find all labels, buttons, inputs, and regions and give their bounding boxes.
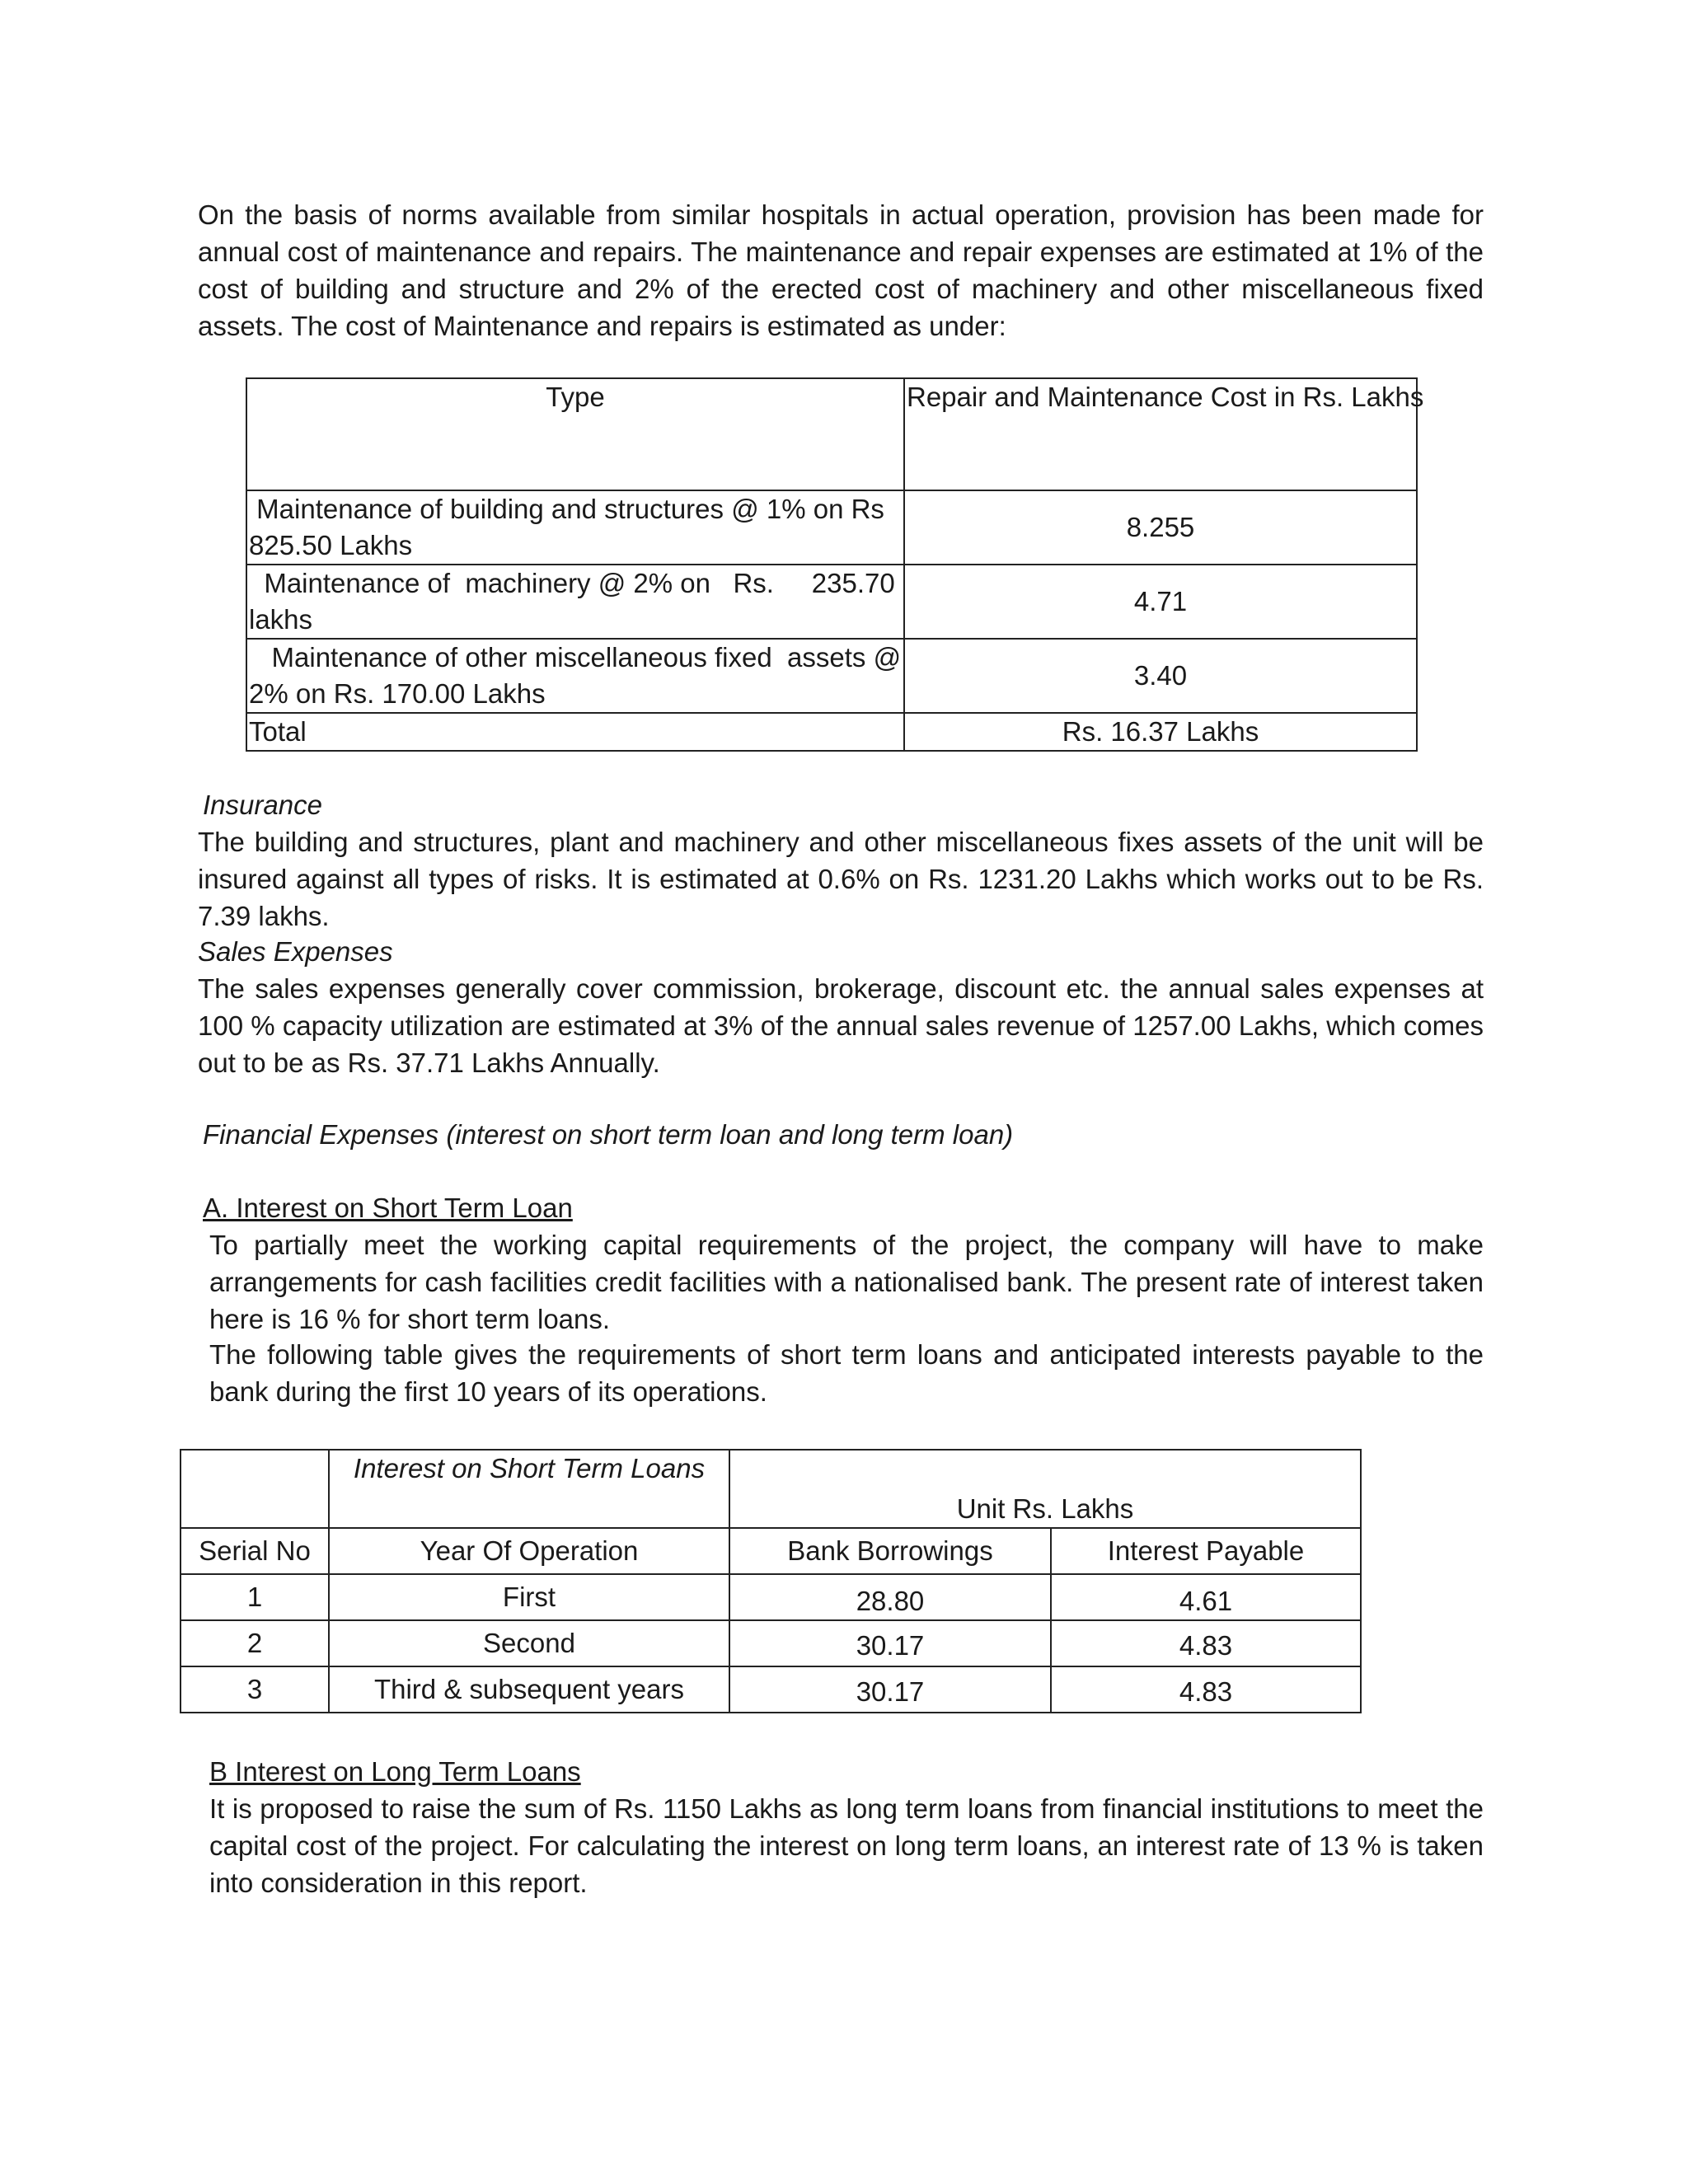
interest-cell: 4.83 — [1051, 1620, 1361, 1666]
long-term-heading: B Interest on Long Term Loans — [209, 1756, 581, 1787]
borrow-cell: 28.80 — [729, 1574, 1051, 1620]
year-cell: Third & subsequent years — [329, 1666, 729, 1713]
col-borrow-header: Bank Borrowings — [729, 1528, 1051, 1574]
row-cost: 4.71 — [904, 565, 1417, 639]
serial-cell: 2 — [181, 1620, 329, 1666]
table-row — [181, 1574, 1361, 1620]
financial-expenses-heading: Financial Expenses (interest on short term loan and long term loan) — [203, 1119, 1014, 1150]
table-row-total — [246, 713, 1417, 751]
empty-cell — [181, 1450, 329, 1528]
row-cost: 8.255 — [904, 490, 1417, 565]
maintenance-table-header — [246, 378, 1417, 490]
borrow-cell: 30.17 — [729, 1666, 1051, 1713]
short-term-loan-table — [180, 1449, 1362, 1713]
short-term-text-1: To partially meet the working capital requirements of the project, the company will have to make arrangements for cash facilities credit facilities with a nationalised bank. The present rate of interest taken here is 16 % for short term loans. — [209, 1230, 1484, 1334]
loan-table-header-row — [181, 1528, 1361, 1574]
row-type: Total — [246, 713, 904, 751]
insurance-heading: Insurance — [203, 790, 322, 820]
short-term-heading: A. Interest on Short Term Loan — [203, 1193, 573, 1223]
header-type: Type — [246, 378, 904, 490]
col-serial-header: Serial No — [181, 1528, 329, 1574]
table-row — [181, 1666, 1361, 1713]
serial-cell: 1 — [181, 1574, 329, 1620]
sales-expenses-text: The sales expenses generally cover commission, brokerage, discount etc. the annual sales expenses at 100 % capacity utilization are estimated at 3% of the annual sales revenue of 1257.00 Lakhs, which comes out to be as Rs. 37.71 Lakhs Annually. — [198, 973, 1484, 1078]
row-type: Maintenance of machinery @ 2% on Rs. 235.70 lakhs — [246, 565, 904, 639]
interest-cell: 4.61 — [1051, 1574, 1361, 1620]
short-term-text-2: The following table gives the requirements of short term loans and anticipated interests payable to the bank during the first 10 years of its operations. — [209, 1339, 1484, 1407]
col-year-header: Year Of Operation — [329, 1528, 729, 1574]
table-row — [181, 1620, 1361, 1666]
header-cost: Repair and Maintenance Cost in Rs. Lakhs — [904, 378, 1417, 490]
row-type: Maintenance of building and structures @ 1% on Rs 825.50 Lakhs — [246, 490, 904, 565]
row-type: Maintenance of other miscellaneous fixed assets @ 2% on Rs. 170.00 Lakhs — [246, 639, 904, 713]
sales-expenses-heading: Sales Expenses — [198, 936, 393, 967]
long-term-text: It is proposed to raise the sum of Rs. 1150 Lakhs as long term loans from financial institutions to meet the capital cost of the project. For calculating the interest on long term loans, an interest rate of 13 % is taken into consideration in this report. — [209, 1793, 1484, 1898]
row-cost: 3.40 — [904, 639, 1417, 713]
serial-cell: 3 — [181, 1666, 329, 1713]
table-row — [246, 565, 1417, 639]
intro-paragraph: On the basis of norms available from similar hospitals in actual operation, provision has been made for annual cost of maintenance and repairs. The maintenance and repair expenses are estimated at 1% of the cost of building and structure and 2% of the erected cost of machinery and other miscellaneous fixed assets. The cost of Maintenance and repairs is estimated as under: — [198, 199, 1484, 341]
loan-table-unit: Unit Rs. Lakhs — [729, 1450, 1361, 1528]
insurance-text: The building and structures, plant and machinery and other miscellaneous fixes assets of the unit will be insured against all types of risks. It is estimated at 0.6% on Rs. 1231.20 Lakhs which works out to be Rs. 7.39 lakhs. — [198, 827, 1484, 931]
table-row — [246, 490, 1417, 565]
borrow-cell: 30.17 — [729, 1620, 1051, 1666]
loan-table-title-row — [181, 1450, 1361, 1528]
maintenance-table — [246, 377, 1424, 752]
col-interest-header: Interest Payable — [1051, 1528, 1361, 1574]
year-cell: Second — [329, 1620, 729, 1666]
row-cost: Rs. 16.37 Lakhs — [904, 713, 1417, 751]
interest-cell: 4.83 — [1051, 1666, 1361, 1713]
table-row — [246, 639, 1417, 713]
year-cell: First — [329, 1574, 729, 1620]
loan-table-title: Interest on Short Term Loans — [329, 1450, 729, 1528]
